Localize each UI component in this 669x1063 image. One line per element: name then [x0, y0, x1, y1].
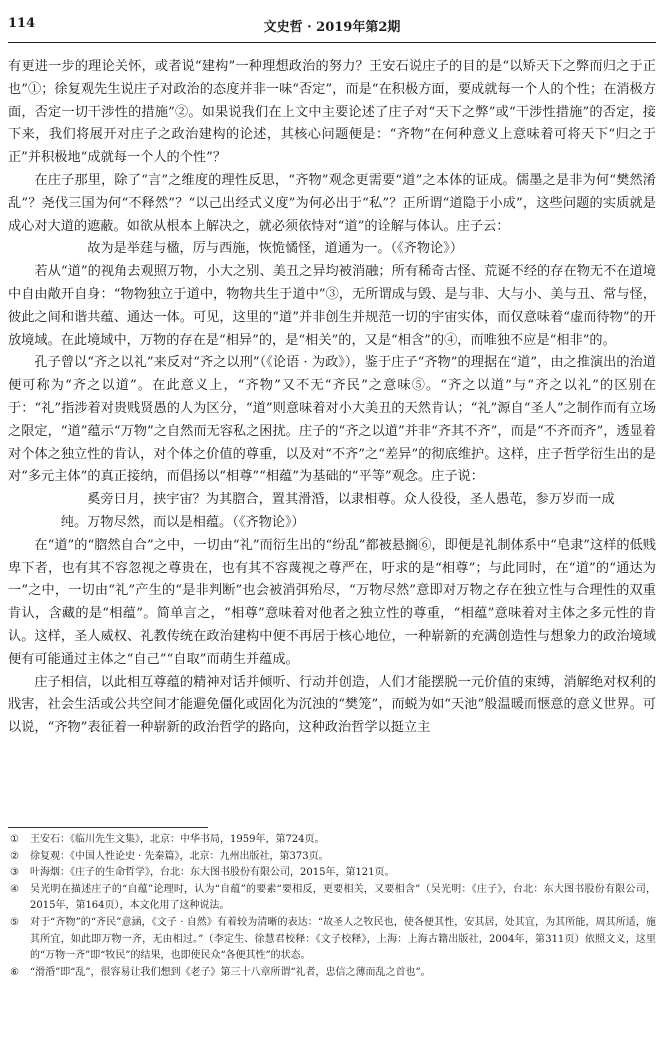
- block-quote: 故为是举莛与楹，厉与西施，恢恑憰怪，道通为一。（《齐物论》）: [87, 241, 464, 257]
- footnote-text: 王安石：《临川先生文集》，北京：中华书局，1959年，第724页。: [30, 834, 325, 845]
- paragraph: 在庄子那里，除了“言”之维度的理性反思，“齐物”观念更需要“道”之本体的证成。儒墨之是非为何“樊然淆乱”？尧伐三国为何“不释然”？“以己出经式义度”为何必出于“私”？正所谓“道隐于小成”，这些问题的实质就是成心对大道的遮蔽。如欲从根本上解决之，就必须依恃对“道”的诠解与体认。庄子云：: [8, 172, 656, 234]
- footnote: [8, 965, 656, 982]
- block-quote: [8, 489, 656, 535]
- page-number: 114: [8, 16, 36, 31]
- paragraph: 庄子相信，以此相互尊蕴的精神对话并倾听、行动并创造，人们才能摆脱一元价值的束缚，消解绝对权利的戕害，社会生活或公共空间才能避免僵化或固化为沉浊的“樊笼”，而蜕为如“天池”般温暖而惬意的意义世界。可以说，“齐物”表征着一种崭新的政治哲学的路向，这种政治哲学以挺立主: [8, 674, 656, 736]
- footnote-mark: ③: [10, 867, 19, 879]
- footnote: [8, 915, 656, 965]
- paragraph: 有更进一步的理论关怀，或者说“建构”一种理想政治的努力？王安石说庄子的目的是“以矫天下之弊而归之于正也”①；徐复观先生说庄子对政治的态度并非一味“否定”，而是“在积极方面，要成就每一个人的个性；在消极方面，否定一切干涉性的措施”②。如果说我们在上文中主要论述了庄子对“天下之弊”或“干涉性措施”的否定，接下来，我们将展开对庄子之政治建构的论述，其核心问题便是：“齐物”在何种意义上意味着可将天下“归之于正”并积极地“成就每一个人的个性”？: [8, 59, 656, 166]
- footnote: [8, 882, 656, 915]
- footnote-text: 叶海烟：《庄子的生命哲学》，台北：东大图书股份有限公司，2015年，第121页。: [30, 867, 395, 879]
- footnotes: [8, 832, 656, 981]
- paragraph: 若从“道”的视角去观照万物，小大之别、美丑之异均被消融；所有稀奇古怪、荒诞不经的存在物无不在道境中自由敞开自身：“物物独立于道中，物物共生于道中”③，无所谓成与毁、是与非、大与小、美与丑、常与怪，彼此之间和谐共蕴、通达一体。可见，这里的“道”并非创生并规范一切的宇宙实体，而仅意味着“虚而待物”的开放境域。在此境域中，万物的存在是“相异”的，是“相关”的，又是“相含”的④，而唯独不应是“相非”的。: [8, 264, 656, 348]
- paragraph: 在“道”的“脗然自合”之中，一切由“礼”而衍生出的“纷乱”都被悬搁⑥，即便是礼制体系中“皂隶”这样的低贱卑下者，也有其不容忽视之尊贵在，也有其不容蔑视之尊严在，吁求的是“相尊”；与此同时，在“道”的“通达为一”之中，一切由“礼”产生的“是非判断”也会被消弭殆尽，“万物尽然”意即对万物之存在独立性与合理性的双重肯认，含藏的是“相蕴”。简单言之，“相尊”意味着对他者之独立性的尊重，“相蕴”意味着对主体之多元性的肯认。这样，圣人威权、礼教传统在政治建构中便不再居于核心地位，一种崭新的充满创造性与想象力的政治境域便有可能通过主体之“自己”“自取”而萌生并蕴成。: [8, 537, 656, 667]
- footnote: [8, 849, 656, 866]
- block-quote-line: 纯。万物尽然，而以是相蕴。（《齐物论》）: [60, 514, 305, 530]
- footnote-mark: ①: [10, 834, 19, 845]
- journal-title: 文史哲 · 2019年第2期: [263, 20, 401, 35]
- footnote-text: “滑涽”即“乱”，很容易让我们想到《老子》第三十八章所谓“礼者，忠信之薄而乱之首也”。: [30, 966, 431, 978]
- running-header: [8, 14, 656, 36]
- footnote-text: 对于“齐物”的“齐民”意涵，《文子 · 自然》有着较为清晰的表达：“故圣人之牧民也，使各便其性，安其居，处其宜，为其所能，周其所适，施其所宜，如此即万物一齐，无由相过。”（李定生、徐慧君校释：《文子校释》，上海：上海古籍出版社，2004年，第311页）依照文义，这里的“万物一齐”即“牧民”的结果，也即使民众“各便其性”的状态。: [30, 916, 656, 962]
- footnote-text: 徐复观：《中国人性论史 · 先秦篇》，北京：九州出版社，第373页。: [30, 850, 329, 862]
- footnote-mark: ⑤: [10, 916, 19, 928]
- article-body: [8, 56, 656, 740]
- footnote: [8, 832, 656, 849]
- footnote-mark: ④: [10, 883, 19, 895]
- footnote-mark: ②: [10, 850, 19, 862]
- header-rule: [8, 42, 656, 43]
- footnote: [8, 865, 656, 882]
- paragraph: 孔子曾以“齐之以礼”来反对“齐之以刑”（《论语 · 为政》），鉴于庄子“齐物”的理据在“道”，由之推演出的治道便可称为“齐之以道”。在此意义上，“齐物”又不无“齐民”之意味⑤。“齐之以道”与“齐之以礼”的区别在于：“礼”指涉着对贵贱贤愚的人为区分，“道”则意味着对小大美丑的天然肯认；“礼”源自“圣人”之制作而有立场之限定，“道”蕴示“万物”之自然而无容私之困扰。庄子的“齐之以道”并非“齐其不齐”，而是“不齐而齐”，透显着对个体之独立性的肯认，对个体之价值的尊重，以及对“不齐”之“差异”的彻底维护。这样，庄子哲学衍生出的是对“多元主体”的真正接纳，而倡扬以“相尊”“相蕴”为基础的“平等”观念。庄子说：: [8, 355, 656, 485]
- footnote-rule: [8, 827, 208, 828]
- footnote-mark: ⑥: [10, 966, 19, 978]
- block-quote-line: 奚旁日月，挟宇宙？为其脗合，置其滑涽，以隶相尊。众人役役，圣人愚芚，参万岁而一成: [87, 492, 615, 508]
- footnote-text: 吴光明在描述庄子的“自蕴”论理时，认为“自蕴”的要素“要相反，更要相关，又要相含”（吴光明：《庄子》，台北：东大图书股份有限公司，2015年，第164页），本文化用了这种说法。: [30, 883, 656, 912]
